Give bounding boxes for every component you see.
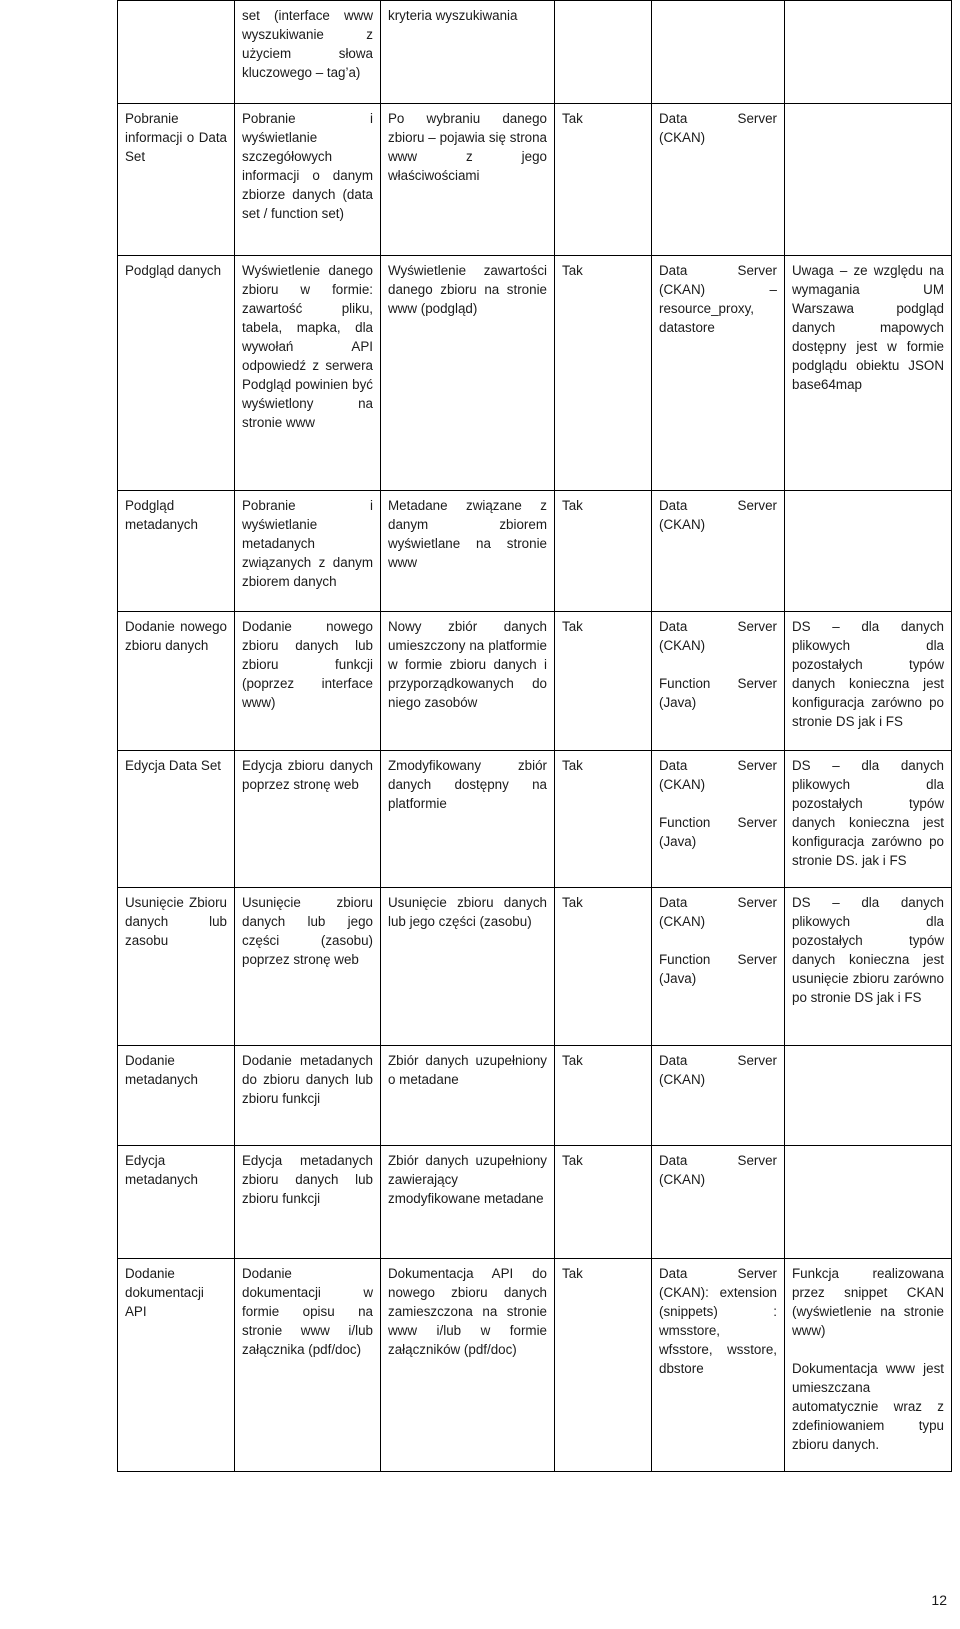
cell-available: Tak <box>555 491 652 612</box>
table-row <box>118 1259 952 1472</box>
cell-component-paragraph: Data Server (CKAN) <box>659 758 777 792</box>
cell-result: Zbiór danych uzupełniony o metadane <box>381 1046 555 1146</box>
cell-notes-paragraph: Dokumentacja www jest umieszczana automatycznie wraz z zdefiniowaniem typu zbioru danych. <box>792 1361 944 1452</box>
cell-notes <box>785 1046 952 1146</box>
cell-notes <box>785 1 952 104</box>
cell-component-paragraph: Data Server (CKAN) <box>659 895 777 929</box>
cell-description: Pobranie i wyświetlanie metadanych związanych z danym zbiorem danych <box>235 491 381 612</box>
table-row <box>118 751 952 888</box>
table-row <box>118 612 952 751</box>
cell-component <box>652 888 785 1046</box>
cell-component <box>652 1046 785 1146</box>
cell-component-paragraph: Function Server (Java) <box>659 952 777 986</box>
cell-component-paragraph: Data Server (CKAN) <box>659 1053 777 1087</box>
table-row <box>118 1046 952 1146</box>
cell-description: Dodanie dokumentacji w formie opisu na stronie www i/lub załącznika (pdf/doc) <box>235 1259 381 1472</box>
cell-function <box>118 1 235 104</box>
cell-available: Tak <box>555 256 652 491</box>
cell-function: Podgląd metadanych <box>118 491 235 612</box>
cell-component <box>652 1 785 104</box>
cell-component-paragraph: Data Server (CKAN) <box>659 111 777 145</box>
cell-function: Dodanie metadanych <box>118 1046 235 1146</box>
cell-component <box>652 104 785 256</box>
cell-available: Tak <box>555 751 652 888</box>
cell-available: Tak <box>555 1146 652 1259</box>
cell-result: Zbiór danych uzupełniony zawierający zmodyfikowane metadane <box>381 1146 555 1259</box>
cell-description: Dodanie metadanych do zbioru danych lub zbioru funkcji <box>235 1046 381 1146</box>
cell-notes-paragraph: DS – dla danych plikowych dla pozostałych typów danych konieczna jest konfiguracja zarówno po stronie DS. jak i FS <box>792 758 944 868</box>
cell-notes <box>785 104 952 256</box>
page-number: 12 <box>931 1592 947 1608</box>
cell-component-paragraph: Data Server (CKAN) <box>659 498 777 532</box>
cell-function: Podgląd danych <box>118 256 235 491</box>
cell-notes <box>785 491 952 612</box>
cell-available: Tak <box>555 1259 652 1472</box>
cell-description: set (interface www wyszukiwanie z użyciem słowa kluczowego – tag’a) <box>235 1 381 104</box>
table-row <box>118 256 952 491</box>
cell-result: Metadane związane z danym zbiorem wyświetlane na stronie www <box>381 491 555 612</box>
cell-component-paragraph: Data Server (CKAN): extension (snippets) : wmsstore, wfsstore, wsstore, dbstore <box>659 1266 777 1376</box>
cell-notes-paragraph: DS – dla danych plikowych dla pozostałych typów danych konieczna jest konfiguracja zarówno po stronie DS jak i FS <box>792 619 944 729</box>
cell-function: Usunięcie Zbioru danych lub zasobu <box>118 888 235 1046</box>
cell-result: Usunięcie zbioru danych lub jego części (zasobu) <box>381 888 555 1046</box>
cell-function: Edycja Data Set <box>118 751 235 888</box>
cell-notes <box>785 256 952 491</box>
cell-component <box>652 1259 785 1472</box>
cell-result: Po wybraniu danego zbioru – pojawia się strona www z jego właściwościami <box>381 104 555 256</box>
cell-notes-paragraph: Funkcja realizowana przez snippet CKAN (wyświetlenie na stronie www) <box>792 1266 944 1338</box>
cell-description: Edycja zbioru danych poprzez stronę web <box>235 751 381 888</box>
cell-available: Tak <box>555 612 652 751</box>
cell-component-paragraph: Function Server (Java) <box>659 815 777 849</box>
cell-component <box>652 751 785 888</box>
cell-description: Wyświetlenie danego zbioru w formie: zawartość pliku, tabela, mapka, dla wywołań API odpowiedź z serwera Podgląd powinien być wyświetlony na stronie www <box>235 256 381 491</box>
cell-component <box>652 256 785 491</box>
cell-component <box>652 612 785 751</box>
cell-function: Dodanie dokumentacji API <box>118 1259 235 1472</box>
cell-component-paragraph: Function Server (Java) <box>659 676 777 710</box>
table-row <box>118 1 952 104</box>
cell-function: Pobranie informacji o Data Set <box>118 104 235 256</box>
cell-notes <box>785 751 952 888</box>
cell-notes <box>785 1146 952 1259</box>
cell-result: Zmodyfikowany zbiór danych dostępny na platformie <box>381 751 555 888</box>
table-body <box>118 1 952 1472</box>
cell-description: Usunięcie zbioru danych lub jego części (zasobu) poprzez stronę web <box>235 888 381 1046</box>
table-row <box>118 888 952 1046</box>
cell-available: Tak <box>555 888 652 1046</box>
cell-available: Tak <box>555 1046 652 1146</box>
cell-available: Tak <box>555 104 652 256</box>
cell-description: Pobranie i wyświetlanie szczegółowych informacji o danym zbiorze danych (data set / function set) <box>235 104 381 256</box>
cell-available <box>555 1 652 104</box>
cell-description: Dodanie nowego zbioru danych lub zbioru funkcji (poprzez interface www) <box>235 612 381 751</box>
cell-component-paragraph: Data Server (CKAN) <box>659 1153 777 1187</box>
cell-function: Edycja metadanych <box>118 1146 235 1259</box>
table-row <box>118 491 952 612</box>
cell-notes-paragraph: DS – dla danych plikowych dla pozostałych typów danych konieczna jest usunięcie zbioru zarówno po stronie DS jak i FS <box>792 895 944 1005</box>
cell-description: Edycja metadanych zbioru danych lub zbioru funkcji <box>235 1146 381 1259</box>
cell-component-paragraph: Data Server (CKAN) <box>659 619 777 653</box>
cell-notes <box>785 612 952 751</box>
cell-result: Nowy zbiór danych umieszczony na platformie w formie zbioru danych i przyporządkowanych do niego zasobów <box>381 612 555 751</box>
cell-notes <box>785 1259 952 1472</box>
cell-component <box>652 1146 785 1259</box>
table-row <box>118 104 952 256</box>
specification-table <box>117 0 952 1472</box>
cell-notes-paragraph: Uwaga – ze względu na wymagania UM Warszawa podgląd danych mapowych dostępny jest w formie podglądu obiektu JSON base64map <box>792 263 944 392</box>
cell-result: Wyświetlenie zawartości danego zbioru na stronie www (podgląd) <box>381 256 555 491</box>
cell-notes <box>785 888 952 1046</box>
table-row <box>118 1146 952 1259</box>
cell-component <box>652 491 785 612</box>
cell-function: Dodanie nowego zbioru danych <box>118 612 235 751</box>
cell-result: Dokumentacja API do nowego zbioru danych zamieszczona na stronie www i/lub w formie załączników (pdf/doc) <box>381 1259 555 1472</box>
cell-component-paragraph: Data Server (CKAN) – resource_proxy, datastore <box>659 263 777 335</box>
cell-result: kryteria wyszukiwania <box>381 1 555 104</box>
